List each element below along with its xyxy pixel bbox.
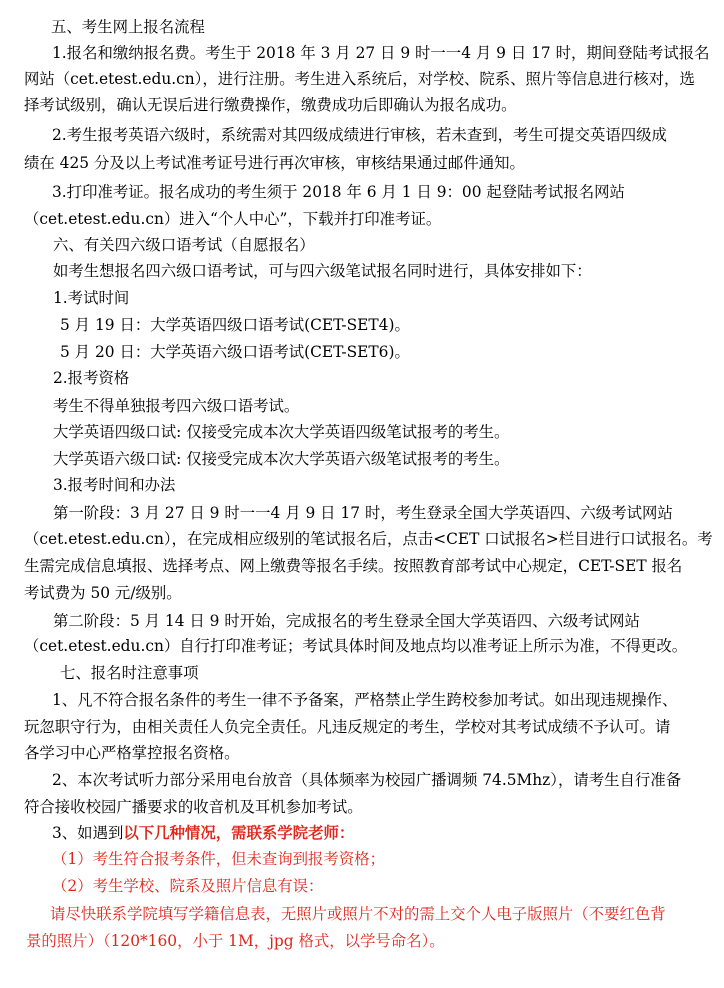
- subheading: 3.报考时间和办法: [53, 476, 176, 494]
- paragraph-line: 考试费为 50 元/级别。: [24, 584, 182, 602]
- notice-line: [52, 820, 354, 846]
- paragraph-line: （cet.etest.edu.cn）自行打印准考证；考试具体时间及地点均以准考证上所示为准，不得更改。: [24, 637, 688, 655]
- paragraph-line: 1.报名和缴纳报名费。考生于 2018 年 3 月 27 日 9 时一一4 月 9 日 17 时，期间登陆考试报名: [52, 44, 710, 62]
- paragraph-line: （cet.etest.edu.cn），在完成相应级别的笔试报名后，点击<CET 口试报名>栏目进行口试报名。考: [24, 530, 713, 548]
- paragraph-line: 各学习中心严格掌控报名资格。: [24, 744, 240, 762]
- paragraph-line: 大学英语六级口试: 仅接受完成本次大学英语六级笔试报考的考生。: [53, 450, 510, 468]
- paragraph-line: 符合接收校园广播要求的收音机及耳机参加考试。: [24, 798, 363, 816]
- subheading: 2.报考资格: [53, 369, 130, 387]
- paragraph-line: 生需完成信息填报、选择考点、网上缴费等报名手续。按照教育部考试中心规定，CET-SET 报名: [24, 557, 683, 575]
- paragraph-line: 大学英语四级口试: 仅接受完成本次大学英语四级笔试报考的考生。: [53, 423, 510, 441]
- paragraph-line: 2.考生报考英语六级时，系统需对其四级成绩进行审核，若未查到，考生可提交英语四级成: [52, 126, 667, 144]
- paragraph-line: 玩忽职守行为，由相关责任人负完全责任。凡违反规定的考生，学校对其考试成绩不予认可。请: [24, 718, 671, 736]
- paragraph-line: 第一阶段：3 月 27 日 9 时一一4 月 9 日 17 时，考生登录全国大学英语四、六级考试网站: [53, 504, 673, 522]
- paragraph-line: 1、凡不符合报名条件的考生一律不予备案，严格禁止学生跨校参加考试。如出现违规操作、: [52, 691, 678, 709]
- notice-instruction: 景的照片）（120*160，小于 1M，jpg 格式，以学号命名）。: [26, 932, 445, 950]
- notice-instruction: 请尽快联系学院填写学籍信息表，无照片或照片不对的需上交个人电子版照片（不要红色背: [50, 905, 666, 923]
- paragraph-line: 择考试级别，确认无误后进行缴费操作，缴费成功后即确认为报名成功。: [24, 96, 517, 114]
- notice-item-2: （2）考生学校、院系及照片信息有误：: [52, 877, 324, 895]
- paragraph-line: 如考生想报名四六级口语考试，可与四六级笔试报名同时进行，具体安排如下：: [53, 262, 592, 280]
- notice-item-1: （1）考生符合报考条件，但未查询到报考资格；: [52, 850, 385, 868]
- notice-prefix: 3、如遇到: [52, 824, 124, 842]
- paragraph-line: 2、本次考试听力部分采用电台放音（具体频率为校园广播调频 74.5Mhz），请考生自行准备: [52, 771, 682, 789]
- paragraph-line: 5 月 19 日：大学英语四级口语考试(CET-SET4)。: [60, 316, 410, 334]
- subheading: 1.考试时间: [53, 289, 130, 307]
- paragraph-line: 第二阶段：5 月 14 日 9 时开始，完成报名的考生登录全国大学英语四、六级考试网站: [53, 612, 640, 630]
- notice-highlight: 以下几种情况，需联系学院老师：: [123, 824, 355, 842]
- paragraph-line: 5 月 20 日：大学英语六级口语考试(CET-SET6)。: [60, 343, 410, 361]
- paragraph-line: 网站（cet.etest.edu.cn），进行注册。考生进入系统后，对学校、院系、照片等信息进行核对，选: [24, 70, 695, 88]
- paragraph-line: 绩在 425 分及以上考试准考证号进行再次审核，审核结果通过邮件通知。: [24, 154, 525, 172]
- paragraph-line: 考生不得单独报考四六级口语考试。: [53, 397, 300, 415]
- paragraph-line: （cet.etest.edu.cn）进入“个人中心”，下载并打印准考证。: [24, 210, 442, 228]
- section-heading-7: 七、报名时注意事项: [60, 664, 199, 682]
- paragraph-line: 3.打印准考证。报名成功的考生须于 2018 年 6 月 1 日 9：00 起登陆考试报名网站: [52, 183, 625, 201]
- section-heading-5: 五、考生网上报名流程: [51, 18, 205, 36]
- section-heading-6: 六、有关四六级口语考试（自愿报名）: [53, 236, 315, 254]
